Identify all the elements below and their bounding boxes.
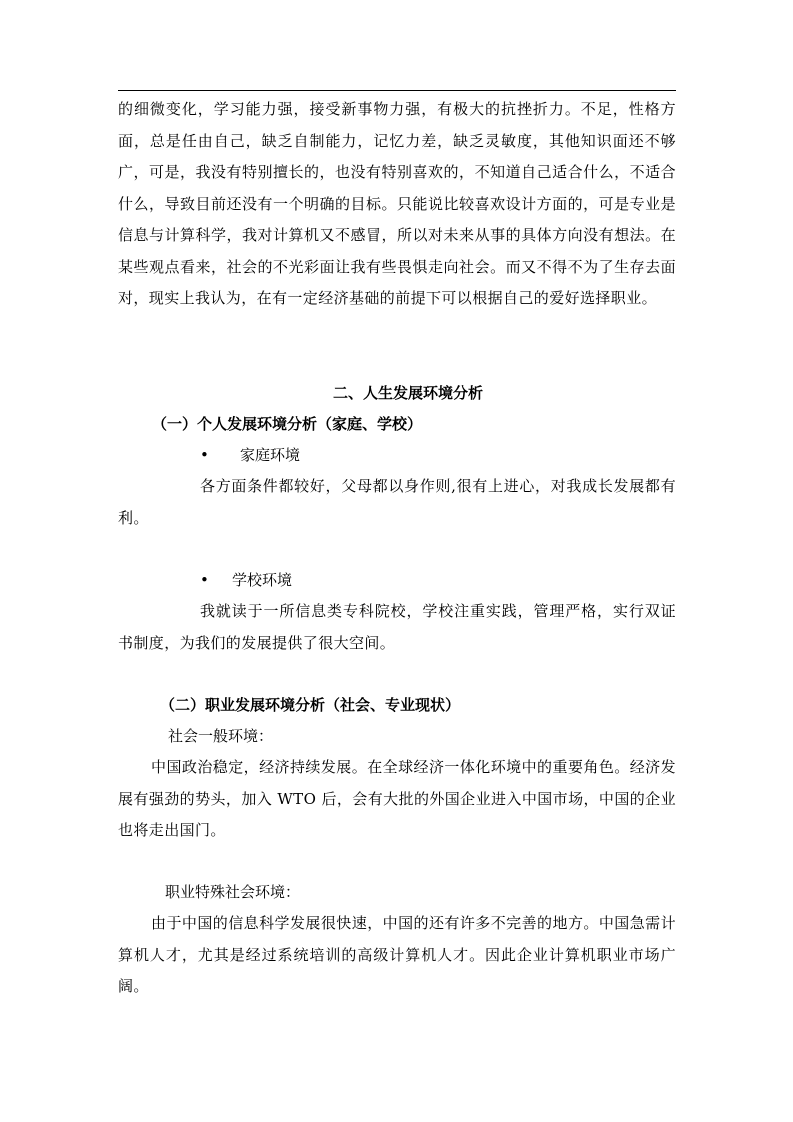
subheading-career-environment: （二）职业发展环境分析（社会、专业现状）: [160, 696, 461, 714]
school-paragraph: 我就读于一所信息类专科院校，学校注重实践，管理严格，实行双证书制度，为我们的发展提供了很大空间。: [118, 602, 676, 652]
bullet-icon: •: [200, 446, 209, 464]
label-society-environment: 社会一般环境：: [168, 727, 274, 745]
family-paragraph: 各方面条件都较好，父母都以身作则,很有上进心，对我成长发展都有利。: [118, 477, 676, 527]
header-rule: [118, 90, 676, 91]
career-paragraph: 由于中国的信息科学发展很快速，中国的还有许多不完善的地方。中国急需计算机人才，尤其是经过系统培训的高级计算机人才。因此企业计算机职业市场广阔。: [118, 914, 676, 995]
bullet-icon: •: [200, 571, 209, 589]
bullet-family-environment: [200, 444, 400, 466]
bullet-label-family: 家庭环境: [240, 446, 301, 464]
bullet-label-school: 学校环境: [232, 571, 293, 589]
intro-paragraph: 的细微变化，学习能力强，接受新事物力强，有极大的抗挫折力。不足，性格方面，总是任由自己，缺乏自制能力，记忆力差，缺乏灵敏度，其他知识面还不够广，可是，我没有特别擅长的，也没有特别喜欢的，不知道自己适合什么，不适合什么，导致目前还没有一个明确的目标。只能说比较喜欢设计方面的，可是专业是信息与计算科学，我对计算机又不感冒，所以对未来从事的具体方向没有想法。在某些观点看来，社会的不光彩面让我有些畏惧走向社会。而又不得不为了生存去面对，现实上我认为，在有一定经济基础的前提下可以根据自己的爱好选择职业。: [118, 100, 676, 307]
label-career-environment: 职业特殊社会环境：: [165, 883, 301, 901]
society-paragraph: 中国政治稳定，经济持续发展。在全球经济一体化环境中的重要角色。经济发展有强劲的势头，加入 WTO 后，会有大批的外国企业进入中国市场，中国的企业也将走出国门。: [118, 758, 676, 839]
subheading-personal-environment: （一）个人发展环境分析（家庭、学校）: [152, 415, 423, 433]
section-heading-life-environment: 二、人生发展环境分析: [333, 384, 484, 402]
bullet-school-environment: [200, 569, 400, 591]
